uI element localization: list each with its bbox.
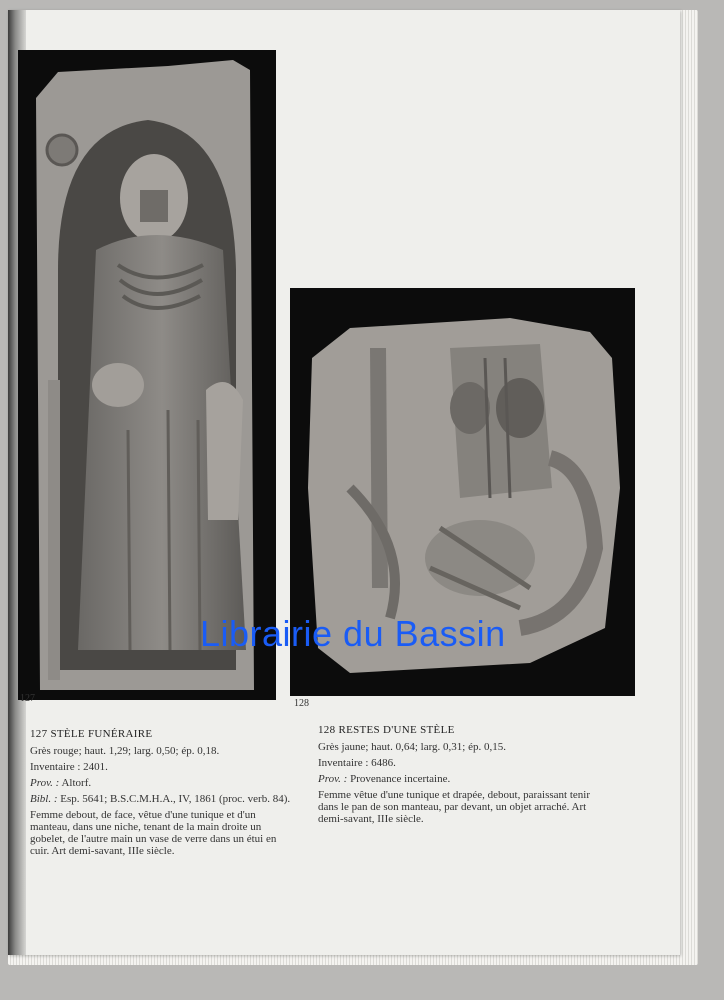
entry-inventory: Inventaire : 2401. — [30, 761, 108, 773]
entry-description: Femme debout, de face, vêtue d'une tunique et d'un manteau, dans une niche, tenant de la main droite un gobelet, de l'autre main un vase de verre dans un étui en cuir. Art demi-savant, IIIe siècle. — [30, 809, 277, 857]
entry-bibliography — [30, 793, 292, 805]
watermark-text: Librairie du Bassin — [200, 613, 506, 654]
entry-description: Femme vêtue d'une tunique et drapée, debout, paraissant tenir dans le pan de son manteau, par devant, un objet arraché. Art demi-savant, IIIe siècle. — [318, 789, 591, 825]
figure-number-127: 127 — [20, 693, 35, 704]
caption-127 — [30, 728, 292, 861]
entry-material: Grès rouge; haut. 1,29; larg. 0,50; ép. 0,18. — [30, 745, 220, 757]
provenance-value: Altorf. — [59, 777, 92, 789]
bibliography-label: Bibl. : — [30, 793, 58, 805]
book-page — [8, 10, 680, 955]
entry-inventory: Inventaire : 6486. — [318, 757, 396, 769]
provenance-label: Prov. : — [30, 777, 60, 789]
entry-provenance — [318, 773, 590, 785]
entry-provenance — [30, 777, 292, 789]
provenance-value: Provenance incertaine. — [347, 773, 451, 785]
entry-title: 127 STÈLE FUNÉRAIRE — [30, 728, 153, 740]
bibliography-value: Esp. 5641; B.S.C.M.H.A., IV, 1861 (proc. verb. 84). — [57, 793, 291, 805]
entry-material: Grès jaune; haut. 0,64; larg. 0,31; ép. 0,15. — [318, 741, 506, 753]
caption-128 — [318, 724, 590, 829]
provenance-label: Prov. : — [318, 773, 348, 785]
figure-number-128: 128 — [294, 698, 309, 709]
photo-stele-127 — [18, 50, 276, 700]
entry-title: 128 RESTES D'UNE STÈLE — [318, 724, 455, 736]
